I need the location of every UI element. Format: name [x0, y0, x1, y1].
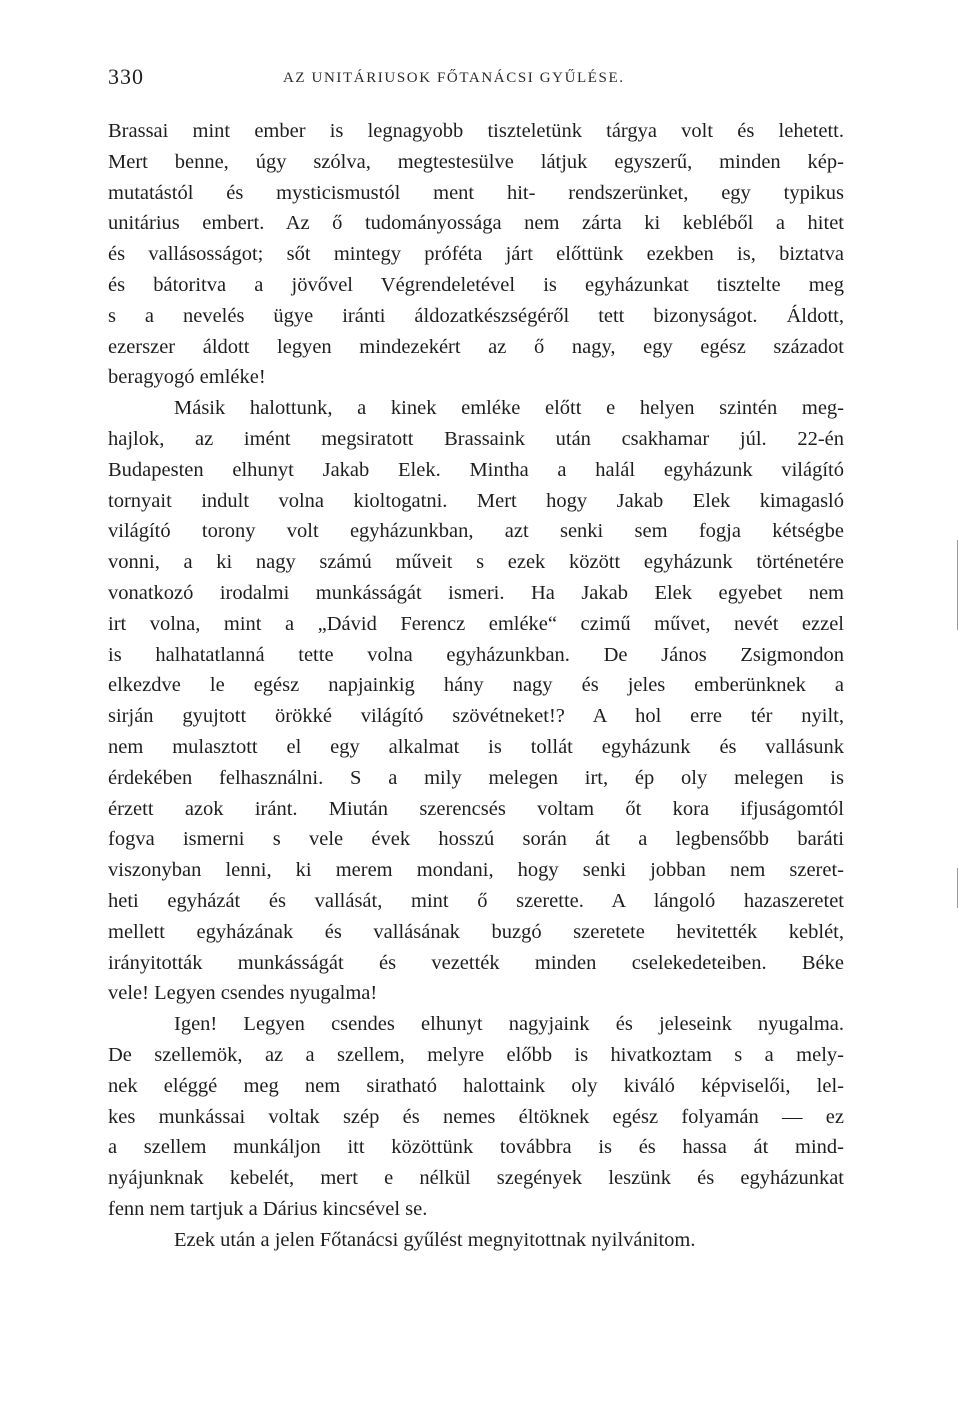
text-line: fenn nem tartjuk a Dárius kincsével se.: [108, 1197, 428, 1220]
text-line: ezerszer áldott legyen mindezekért az ő nagy, egy egész századot: [108, 335, 844, 358]
text-line: elkezdve le egész napjainkig hány nagy és jeles emberünknek a: [108, 674, 844, 697]
text-line: a szellem munkáljon itt közöttünk továbbra is és hassa át mind-: [108, 1136, 844, 1159]
text-line: nem mulasztott el egy alkalmat is tollát egyházunk és vallásunk: [108, 735, 844, 758]
scan-edge-mark: [957, 868, 958, 908]
text-line: nek eléggé meg nem siratható halottaink oly kiváló képviselői, lel-: [108, 1074, 844, 1097]
text-line: sirján gyujtott örökké világító szövétneket!? A hol erre tér nyilt,: [108, 705, 844, 728]
text-line: Ezek után a jelen Főtanácsi gyűlést megnyitottnak nyilvánitom.: [174, 1228, 696, 1251]
text-line: kes munkássai voltak szép és nemes éltöknek egész folyamán — ez: [108, 1105, 844, 1128]
text-line: Brassai mint ember is legnagyobb tiszteletünk tárgya volt és lehetett.: [108, 120, 844, 142]
text-line: is halhatatlanná tette volna egyházunkban. De János Zsigmondon: [108, 643, 844, 666]
text-line: vele! Legyen csendes nyugalma!: [108, 982, 378, 1005]
text-line: mutatástól és mysticismustól ment hit- rendszerünket, egy typikus: [108, 181, 844, 204]
text-line: viszonyban lenni, ki merem mondani, hogy senki jobban nem szeret-: [108, 859, 844, 882]
text-line: nyájunknak kebelét, mert e nélkül szegények leszünk és egyházunkat: [108, 1167, 844, 1190]
text-line: és bátoritva a jövővel Végrendeletével is egyházunkat tisztelte meg: [108, 273, 844, 296]
text-line: irt volna, mint a „Dávid Ferencz emléke“ czimű művet, nevét ezzel: [108, 612, 844, 635]
page-header: [108, 64, 848, 94]
text-line: Mert benne, úgy szólva, megtestesülve látjuk egyszerű, minden kép-: [108, 150, 844, 173]
body-text: [108, 116, 844, 1255]
text-line: érzett azok iránt. Miután szerencsés voltam őt kora ifjuságomtól: [108, 797, 844, 820]
text-line: tornyait indult volna kioltogatni. Mert hogy Jakab Elek kimagasló: [108, 489, 844, 512]
text-line: világító torony volt egyházunkban, azt senki sem fogja kétségbe: [108, 520, 844, 543]
text-line: hajlok, az imént megsiratott Brassaink után csakhamar júl. 22-én: [108, 427, 844, 450]
text-line: mellett egyházának és vallásának buzgó szeretete hevitették keblét,: [108, 920, 844, 943]
scan-edge-mark: [957, 540, 958, 630]
text-line: Igen! Legyen csendes elhunyt nagyjaink és jeleseink nyugalma.: [174, 1013, 844, 1036]
text-line: vonni, a ki nagy számú műveit s ezek között egyházunk történetére: [108, 551, 844, 574]
text-line: érdekében felhasználni. S a mily melegen irt, ép oly melegen is: [108, 766, 844, 789]
text-line: és vallásosságot; sőt mintegy próféta járt előttünk ezekben is, biztatva: [108, 243, 844, 266]
page-number: 330: [108, 64, 144, 89]
running-head: AZ UNITÁRIUSOK FŐTANÁCSI GYŰLÉSE.: [283, 70, 625, 86]
text-line: heti egyházát és vallását, mint ő szerette. A lángoló hazaszeretet: [108, 889, 844, 912]
text-line: beragyogó emléke!: [108, 366, 266, 389]
text-line: irányitották munkásságát és vezették minden cselekedeteiben. Béke: [108, 951, 844, 974]
text-line: vonatkozó irodalmi munkásságát ismeri. Ha Jakab Elek egyebet nem: [108, 581, 844, 604]
text-line: De szellemök, az a szellem, melyre előbb is hivatkoztam s a mely-: [108, 1043, 844, 1066]
text-line: Budapesten elhunyt Jakab Elek. Mintha a halál egyházunk világító: [108, 458, 844, 481]
text-line: fogva ismerni s vele évek hosszú során át a legbensőbb baráti: [108, 828, 844, 851]
text-line: unitárius embert. Az ő tudományossága nem zárta ki kebléből a hitet: [108, 212, 844, 235]
text-line: s a nevelés ügye iránti áldozatkészségéről tett bizonyságot. Áldott,: [108, 304, 844, 327]
text-line: Másik halottunk, a kinek emléke előtt e helyen szintén meg-: [174, 397, 844, 420]
